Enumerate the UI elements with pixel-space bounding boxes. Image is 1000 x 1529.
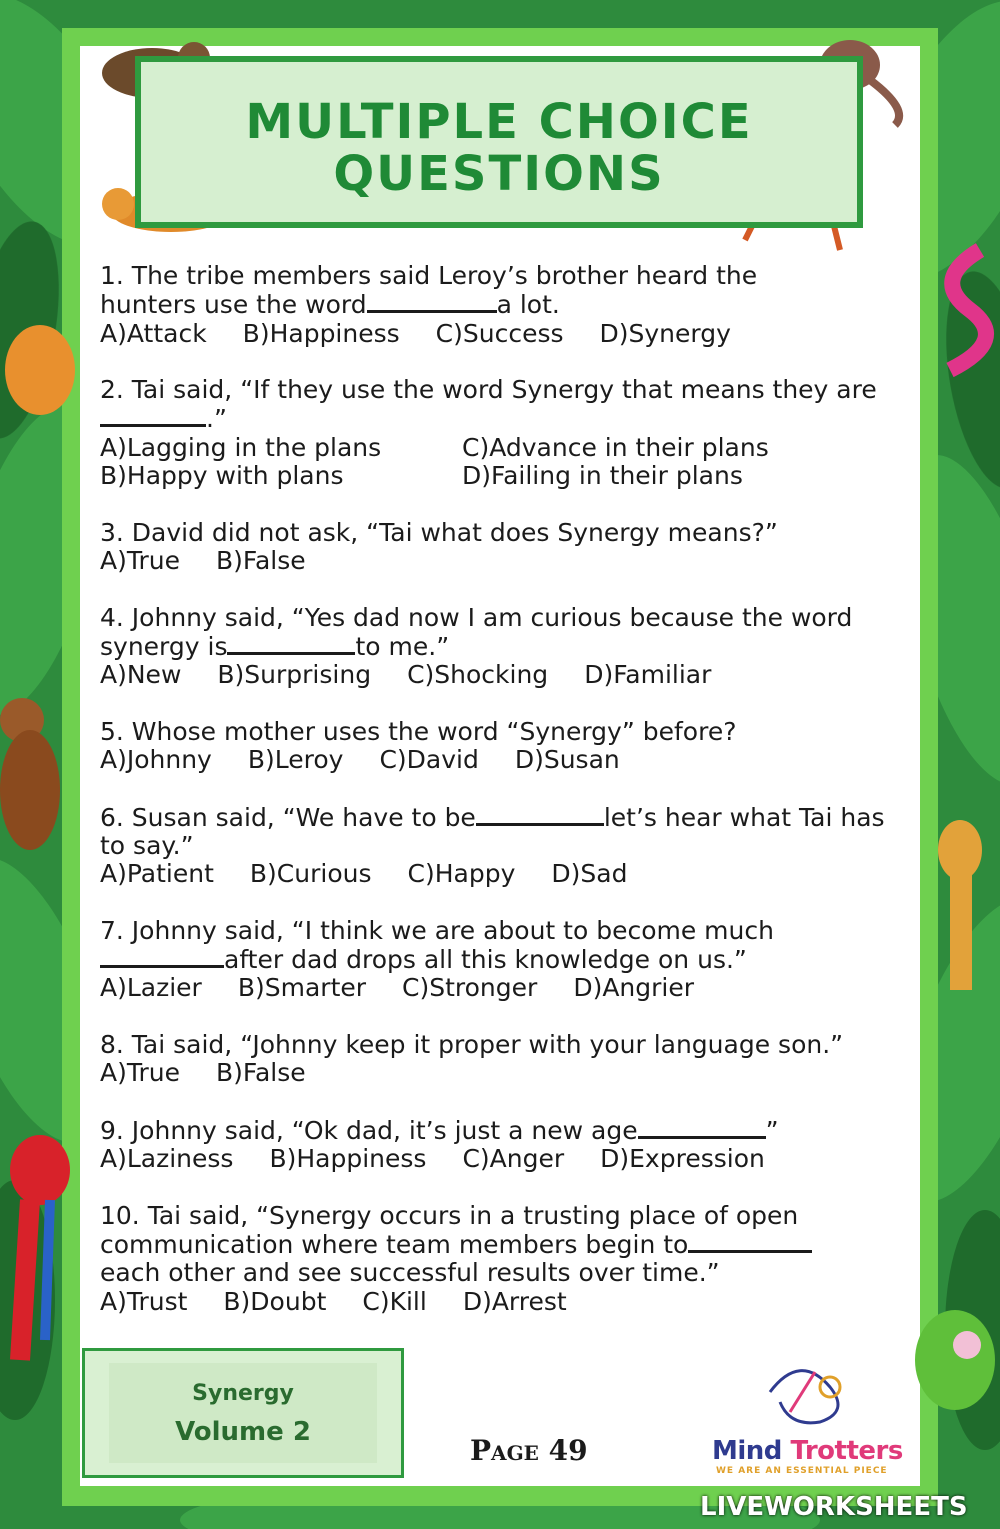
option[interactable]: A)New — [100, 660, 182, 690]
option[interactable]: C)Advance in their plans — [462, 432, 769, 462]
option[interactable]: C)Success — [435, 318, 564, 348]
answer-blank[interactable] — [638, 1116, 766, 1139]
answer-blank[interactable] — [688, 1230, 812, 1253]
title-banner — [135, 56, 863, 228]
question-2 — [100, 376, 900, 490]
volume-panel — [109, 1363, 377, 1463]
question-6 — [100, 803, 900, 889]
question-text: 1. The tribe members said Leroy’s brother heard the hunters use the word — [100, 261, 758, 320]
option[interactable]: D)Expression — [600, 1144, 765, 1174]
option[interactable]: A)Trust — [100, 1286, 188, 1316]
brand-name: Mind Trotters — [712, 1436, 903, 1466]
option[interactable]: B)Surprising — [217, 660, 372, 690]
page-title-line2: QUESTIONS — [333, 146, 665, 202]
question-text: 2. Tai said, “If they use the word Synergy that means they are — [100, 375, 877, 405]
question-text-end: after dad drops all this knowledge on us.” — [224, 945, 747, 975]
option[interactable]: B)Happy with plans — [100, 461, 344, 491]
option[interactable]: B)Happiness — [242, 318, 400, 348]
option[interactable]: A)True — [100, 1058, 180, 1088]
option[interactable]: D)Synergy — [599, 318, 731, 348]
giraffe-illustration — [920, 800, 1000, 990]
question-text: 5. Whose mother uses the word “Synergy” before? — [100, 716, 737, 746]
question-text-end: a lot. — [496, 290, 560, 320]
option[interactable]: A)Laziness — [100, 1144, 234, 1174]
option[interactable]: C)Shocking — [407, 660, 549, 690]
snake-illustration — [920, 240, 1000, 380]
question-text: 6. Susan said, “We have to be — [100, 802, 476, 832]
liveworksheets-watermark: LIVEWORKSHEETS — [700, 1492, 968, 1522]
question-text: 8. Tai said, “Johnny keep it proper with your language son.” — [100, 1030, 844, 1060]
question-7 — [100, 917, 900, 1003]
answer-blank[interactable] — [100, 945, 224, 968]
option[interactable]: C)Anger — [462, 1144, 565, 1174]
questions-list — [100, 262, 900, 1344]
question-text-end: .” — [206, 404, 227, 434]
option[interactable]: B)False — [215, 1058, 306, 1088]
question-text: 3. David did not ask, “Tai what does Synergy means?” — [100, 517, 778, 547]
mind-trotters-logo-icon — [760, 1352, 860, 1432]
question-text-end: to me.” — [355, 631, 450, 661]
chameleon-illustration — [905, 1300, 1000, 1440]
page-title: MULTIPLE CHOICE — [245, 94, 753, 150]
question-text: 9. Johnny said, “Ok dad, it’s just a new age — [100, 1115, 638, 1145]
option[interactable]: D)Arrest — [462, 1286, 567, 1316]
brand-tagline: WE ARE AN ESSENTIAL PIECE — [716, 1466, 888, 1476]
parrot-illustration — [0, 1120, 85, 1370]
option[interactable]: A)True — [100, 545, 180, 575]
option[interactable]: B)Curious — [249, 859, 372, 889]
option[interactable]: C)Stronger — [402, 973, 538, 1003]
option[interactable]: D)Susan — [514, 745, 620, 775]
option[interactable]: B)Doubt — [223, 1286, 327, 1316]
option[interactable]: D)Failing in their plans — [462, 461, 743, 491]
volume-number: Volume 2 — [175, 1417, 311, 1447]
option[interactable]: C)David — [379, 745, 479, 775]
option[interactable]: D)Familiar — [584, 660, 712, 690]
question-5 — [100, 718, 900, 775]
answer-blank[interactable] — [227, 632, 355, 655]
option[interactable]: A)Attack — [100, 318, 207, 348]
question-text: 10. Tai said, “Synergy occurs in a trusting place of open communication where team members begin to — [100, 1200, 799, 1260]
answer-blank[interactable] — [100, 404, 206, 427]
option[interactable]: C)Kill — [362, 1286, 427, 1316]
answer-blank[interactable] — [367, 290, 497, 313]
option[interactable]: A)Lagging in the plans — [100, 432, 382, 462]
question-1 — [100, 262, 900, 348]
question-9 — [100, 1116, 900, 1174]
option[interactable]: A)Johnny — [100, 745, 212, 775]
question-text: 4. Johnny said, “Yes dad now I am curious because the word synergy is — [100, 602, 853, 661]
monkey-left-illustration — [0, 680, 80, 870]
tiger-left-illustration — [0, 320, 85, 420]
option[interactable]: A)Patient — [100, 859, 214, 889]
question-text: 7. Johnny said, “I think we are about to become much — [100, 915, 774, 945]
option[interactable]: C)Happy — [407, 859, 516, 889]
question-8 — [100, 1031, 900, 1088]
option[interactable]: D)Angrier — [573, 973, 695, 1003]
option[interactable]: B)Leroy — [247, 745, 344, 775]
answer-blank[interactable] — [476, 803, 604, 826]
option[interactable]: B)Happiness — [269, 1144, 427, 1174]
question-3 — [100, 519, 900, 576]
question-text-end: let’s hear what Tai has to say.” — [100, 802, 885, 860]
question-10 — [100, 1202, 900, 1316]
option[interactable]: B)Smarter — [237, 973, 367, 1003]
page-number: Page 49 — [470, 1434, 588, 1467]
volume-badge — [82, 1348, 404, 1478]
question-text-end: ” — [765, 1115, 779, 1145]
volume-series: Synergy — [192, 1381, 294, 1406]
option[interactable]: D)Sad — [551, 859, 628, 889]
option[interactable]: A)Lazier — [100, 973, 202, 1003]
option[interactable]: B)False — [215, 545, 306, 575]
question-4 — [100, 604, 900, 690]
question-text-end: each other and see successful results over time.” — [100, 1258, 720, 1288]
